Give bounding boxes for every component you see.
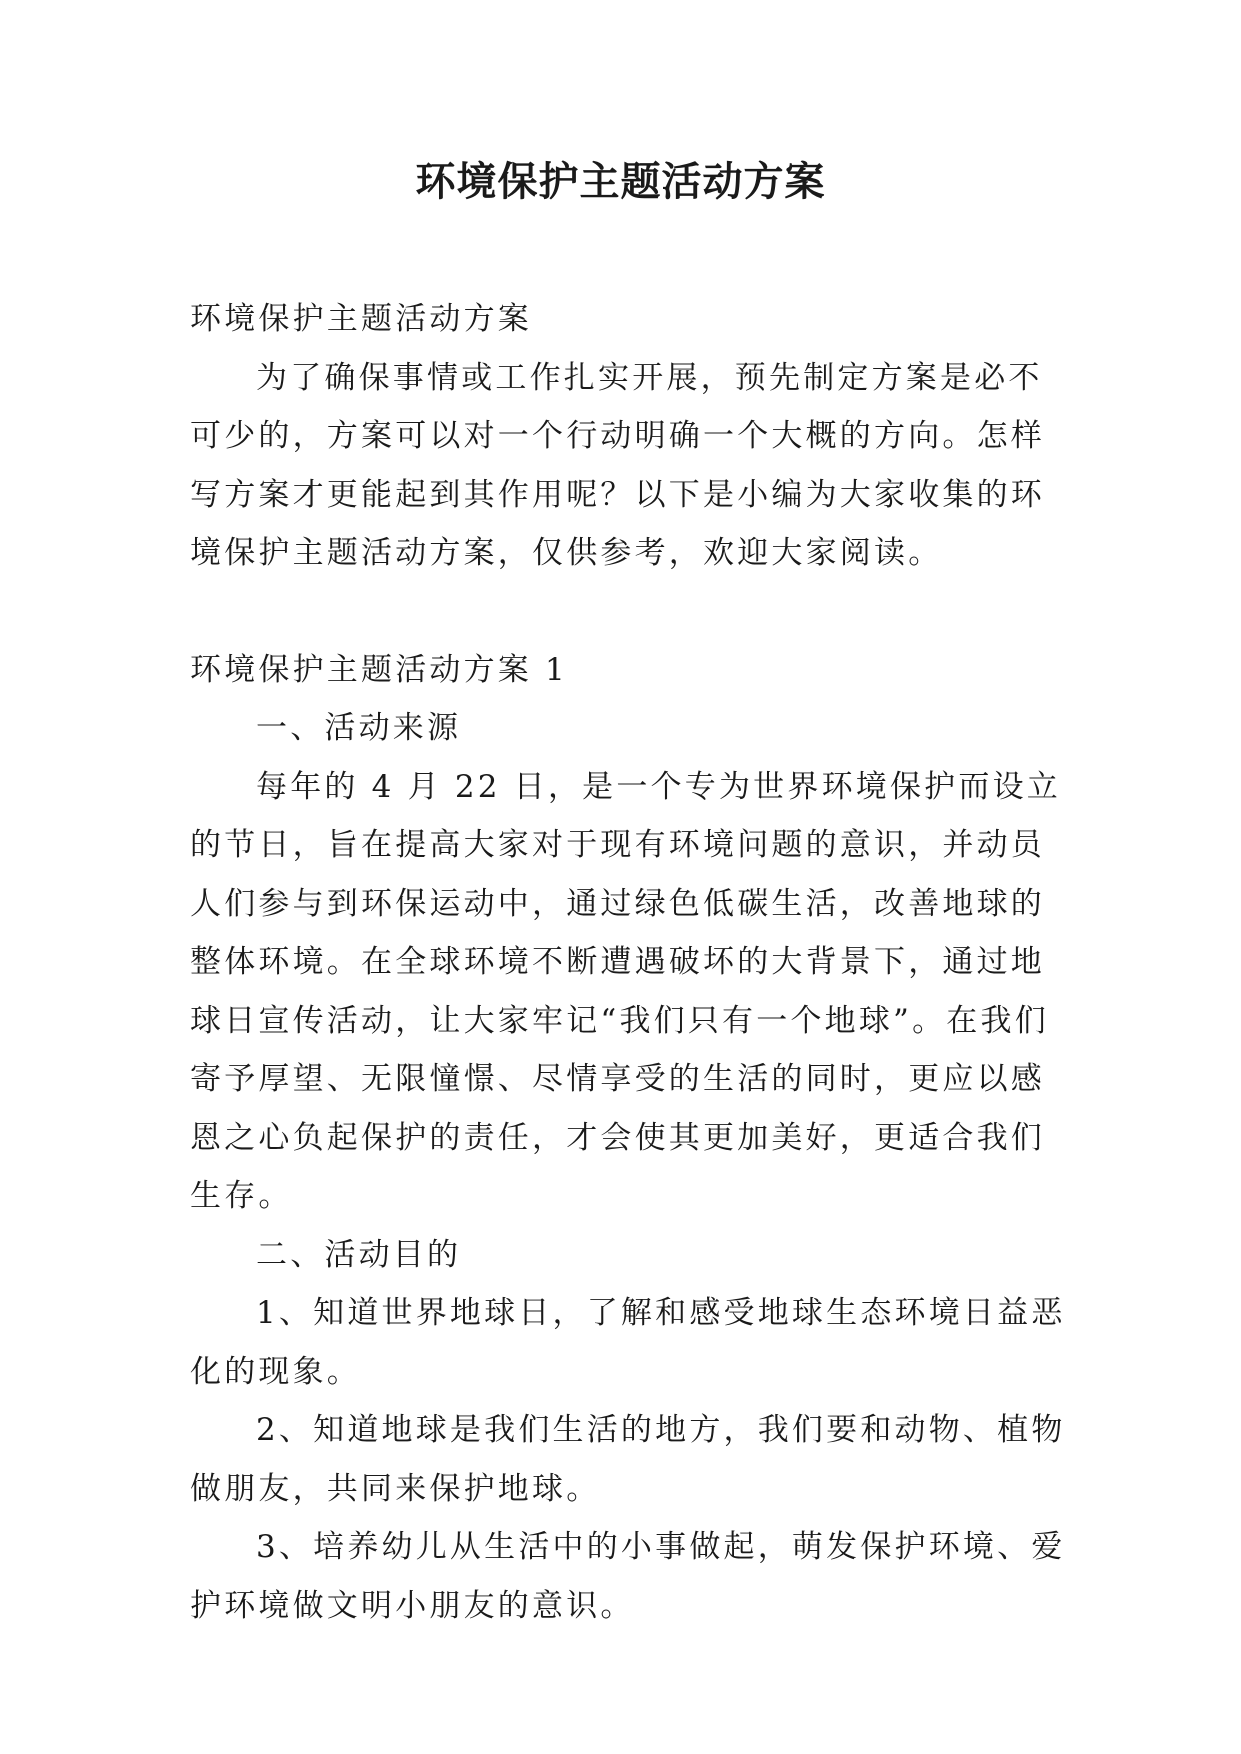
goal-item-1: 1、知道世界地球日，了解和感受地球生态环境日益恶化的现象。	[190, 1295, 1066, 1390]
document-body	[190, 290, 1070, 1635]
part1-heading: 一、活动来源	[256, 710, 462, 746]
intro-paragraph: 为了确保事情或工作扎实开展，预先制定方案是必不可少的，方案可以对一个行动明确一个大概的方向。怎样写方案才更能起到其作用呢？以下是小编为大家收集的环境保护主题活动方案，仅供参考，欢迎大家阅读。	[190, 359, 1045, 571]
part1-paragraph: 每年的 4 月 22 日，是一个专为世界环境保护而设立的节日，旨在提高大家对于现有环境问题的意识，并动员人们参与到环保运动中，通过绿色低碳生活，改善地球的整体环境。在全球环境不断遭遇破坏的大背景下，通过地球日宣传活动，让大家牢记“我们只有一个地球”。在我们寄予厚望、无限憧憬、尽情享受的生活的同时，更应以感恩之心负起保护的责任，才会使其更加美好，更适合我们生存。	[190, 768, 1061, 1214]
goal-item-3: 3、培养幼儿从生活中的小事做起，萌发保护环境、爱护环境做文明小朋友的意识。	[190, 1529, 1066, 1624]
intro-heading: 环境保护主题活动方案	[190, 301, 532, 337]
document-title: 环境保护主题活动方案	[415, 158, 826, 205]
section-spacer	[190, 583, 1070, 641]
section1-heading: 环境保护主题活动方案 1	[190, 651, 568, 688]
part2-heading: 二、活动目的	[256, 1236, 462, 1273]
goal-item-2: 2、知道地球是我们生活的地方，我们要和动物、植物做朋友，共同来保护地球。	[190, 1412, 1066, 1507]
